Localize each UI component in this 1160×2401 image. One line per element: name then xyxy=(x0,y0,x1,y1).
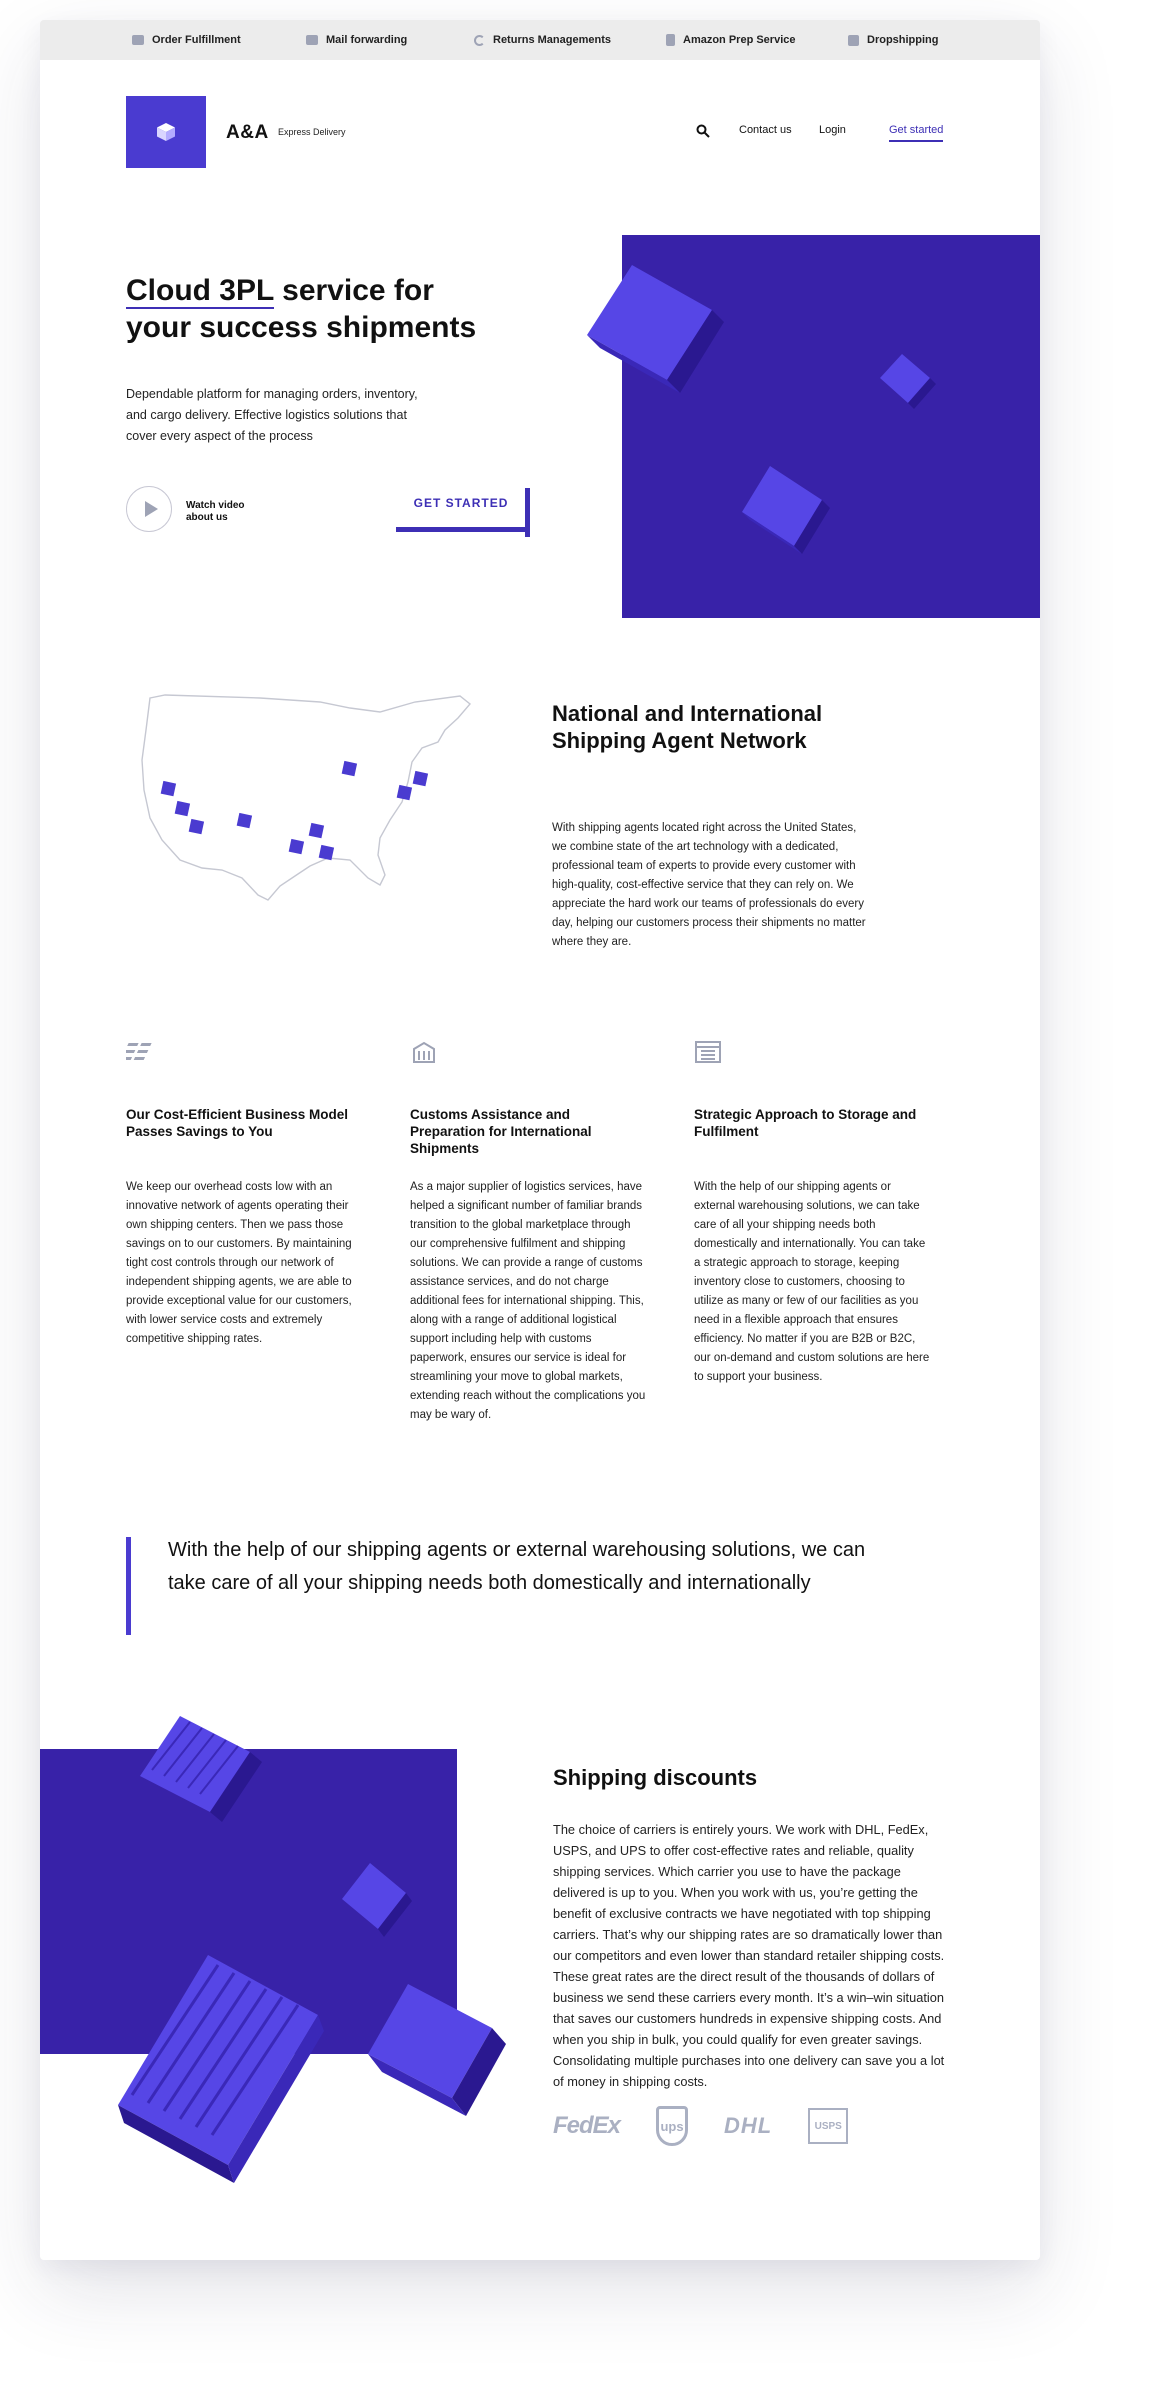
hero-title-highlight: Cloud 3PL xyxy=(126,274,274,307)
container-illustration xyxy=(88,1945,338,2205)
topbar-label: Amazon Prep Service xyxy=(683,34,796,46)
cart-icon xyxy=(132,35,144,45)
box-icon xyxy=(848,35,859,46)
shipping-body: The choice of carriers is entirely yours. We work with DHL, FedEx, USPS, and UPS to offer cost-effective rates and reliable, quality shipping services. Which carrier you use to have the package delivered is up to you. When you work with us, you’re getting the benefit of exclusive contracts we have negotiated with top shipping carriers. That’s why our shipping rates are so dramatically lower than our competitors and even lower than standard retailer shipping costs. These great rates are the direct result of the thousands of dollars of business we send these carriers every month. It’s a win–win situation that saves our customers hundreds in expensive shipping costs. And when you ship in bulk, you could qualify for even greater savings. Consolidating multiple purchases into one delivery can save you a lot of money in shipping costs. xyxy=(553,1822,945,2089)
topbar-label: Dropshipping xyxy=(867,34,939,46)
cube-illustration xyxy=(572,245,752,405)
cube-logo-icon xyxy=(155,121,177,143)
topbar-item-returns[interactable] xyxy=(474,20,611,60)
cube-illustration xyxy=(350,1970,520,2140)
feature-body: With the help of our shipping agents or external warehousing solutions, we can take care of all your shipping needs both domestically and internationally. You can take a strategic approach to storage, keeping inventory close to customers, choosing to utilize as many or few of our facilities as you need in a flexible approach that ensures efficiency. No matter if you are B2B or B2C, our on-demand and custom solutions are here to support your business. xyxy=(694,1181,930,1383)
cube-illustration xyxy=(330,1855,420,1945)
topbar-item-dropshipping[interactable] xyxy=(848,20,939,60)
fedex-logo: FedEx xyxy=(553,2112,621,2139)
service-bar xyxy=(40,20,1040,60)
customs-icon xyxy=(410,1040,438,1064)
cube-illustration xyxy=(730,458,840,558)
search-icon[interactable] xyxy=(696,124,710,138)
savings-icon xyxy=(126,1040,154,1064)
brand-tagline: Express Delivery xyxy=(278,127,346,137)
quote-accent-bar xyxy=(126,1537,131,1635)
play-video-button[interactable] xyxy=(126,486,172,532)
ups-logo: ups xyxy=(656,2106,688,2146)
clipboard-icon xyxy=(666,34,675,46)
topbar-item-amazon-prep[interactable] xyxy=(666,20,796,60)
shipping-title: Shipping discounts xyxy=(553,1765,758,1790)
hero-description: Dependable platform for managing orders, inventory, and cargo delivery. Effective logistics solutions that cover every aspect of the process xyxy=(126,387,418,443)
hero-title-part: service for xyxy=(273,274,434,307)
refresh-icon xyxy=(474,35,485,46)
usps-logo: USPS xyxy=(808,2108,848,2144)
feature-body: As a major supplier of logistics services, have helped a significant number of familiar brands transition to the global marketplace through our comprehensive fulfilment and shipping solutions. We can provide a range of customs assistance services, and do not charge additional fees for international shipping. This, along with a range of additional logistical support including help with customs paperwork, ensures our service is ideal for streamlining your move to global markets, extending reach without the complications you may be wary of. xyxy=(410,1181,646,1421)
page-card xyxy=(40,20,1040,2260)
get-started-button[interactable]: GET STARTED xyxy=(396,488,526,532)
topbar-label: Returns Managements xyxy=(493,34,611,46)
feature-title: Our Cost-Efficient Business Model Passes Savings to You xyxy=(126,1107,349,1139)
carrier-logos xyxy=(553,2106,848,2146)
hero-title xyxy=(126,272,526,346)
dhl-logo: DHL xyxy=(724,2113,773,2138)
storage-icon xyxy=(694,1040,722,1064)
cube-illustration xyxy=(870,348,940,418)
nav-get-started-link[interactable]: Get started xyxy=(889,124,943,142)
feature-title: Customs Assistance and Preparation for International Shipments xyxy=(410,1107,592,1156)
network-body: With shipping agents located right across the United States, we combine state of the art technology with a dedicated, professional team of experts to provide every customer with high-quality, cost-effective service that they can rely on. We appreciate the hard work our teams of professionals do every day, helping our customers process their shipments no matter where they are. xyxy=(552,822,866,948)
mail-icon xyxy=(306,35,318,45)
feature-title: Strategic Approach to Storage and Fulfilment xyxy=(694,1107,917,1139)
topbar-item-mail-forwarding[interactable] xyxy=(306,20,407,60)
logo[interactable] xyxy=(126,96,206,168)
highlight-quote: With the help of our shipping agents or external warehousing solutions, we can take care of all your shipping needs both domestically and internationally xyxy=(168,1539,866,1594)
topbar-label: Order Fulfillment xyxy=(152,34,241,46)
brand-name[interactable]: A&A xyxy=(226,122,269,143)
nav-contact-link[interactable]: Contact us xyxy=(739,124,792,136)
topbar-label: Mail forwarding xyxy=(326,34,408,46)
watch-video-label[interactable]: Watch video about us xyxy=(186,500,245,523)
hero-title-line2: your success shipments xyxy=(126,311,477,344)
network-title: National and International Shipping Agent Network xyxy=(552,701,823,753)
topbar-item-order-fulfillment[interactable] xyxy=(132,20,241,60)
usa-map-illustration xyxy=(140,690,490,910)
container-illustration xyxy=(130,1712,270,1832)
feature-body: We keep our overhead costs low with an innovative network of agents operating their own shipping centers. Then we pass those savings on to our customers. By maintaining tight cost controls through our network of independent shipping agents, we are able to provide exceptional value for our customers, with lower service costs and extremely competitive shipping rates. xyxy=(126,1181,352,1345)
nav-login-link[interactable]: Login xyxy=(819,124,846,136)
